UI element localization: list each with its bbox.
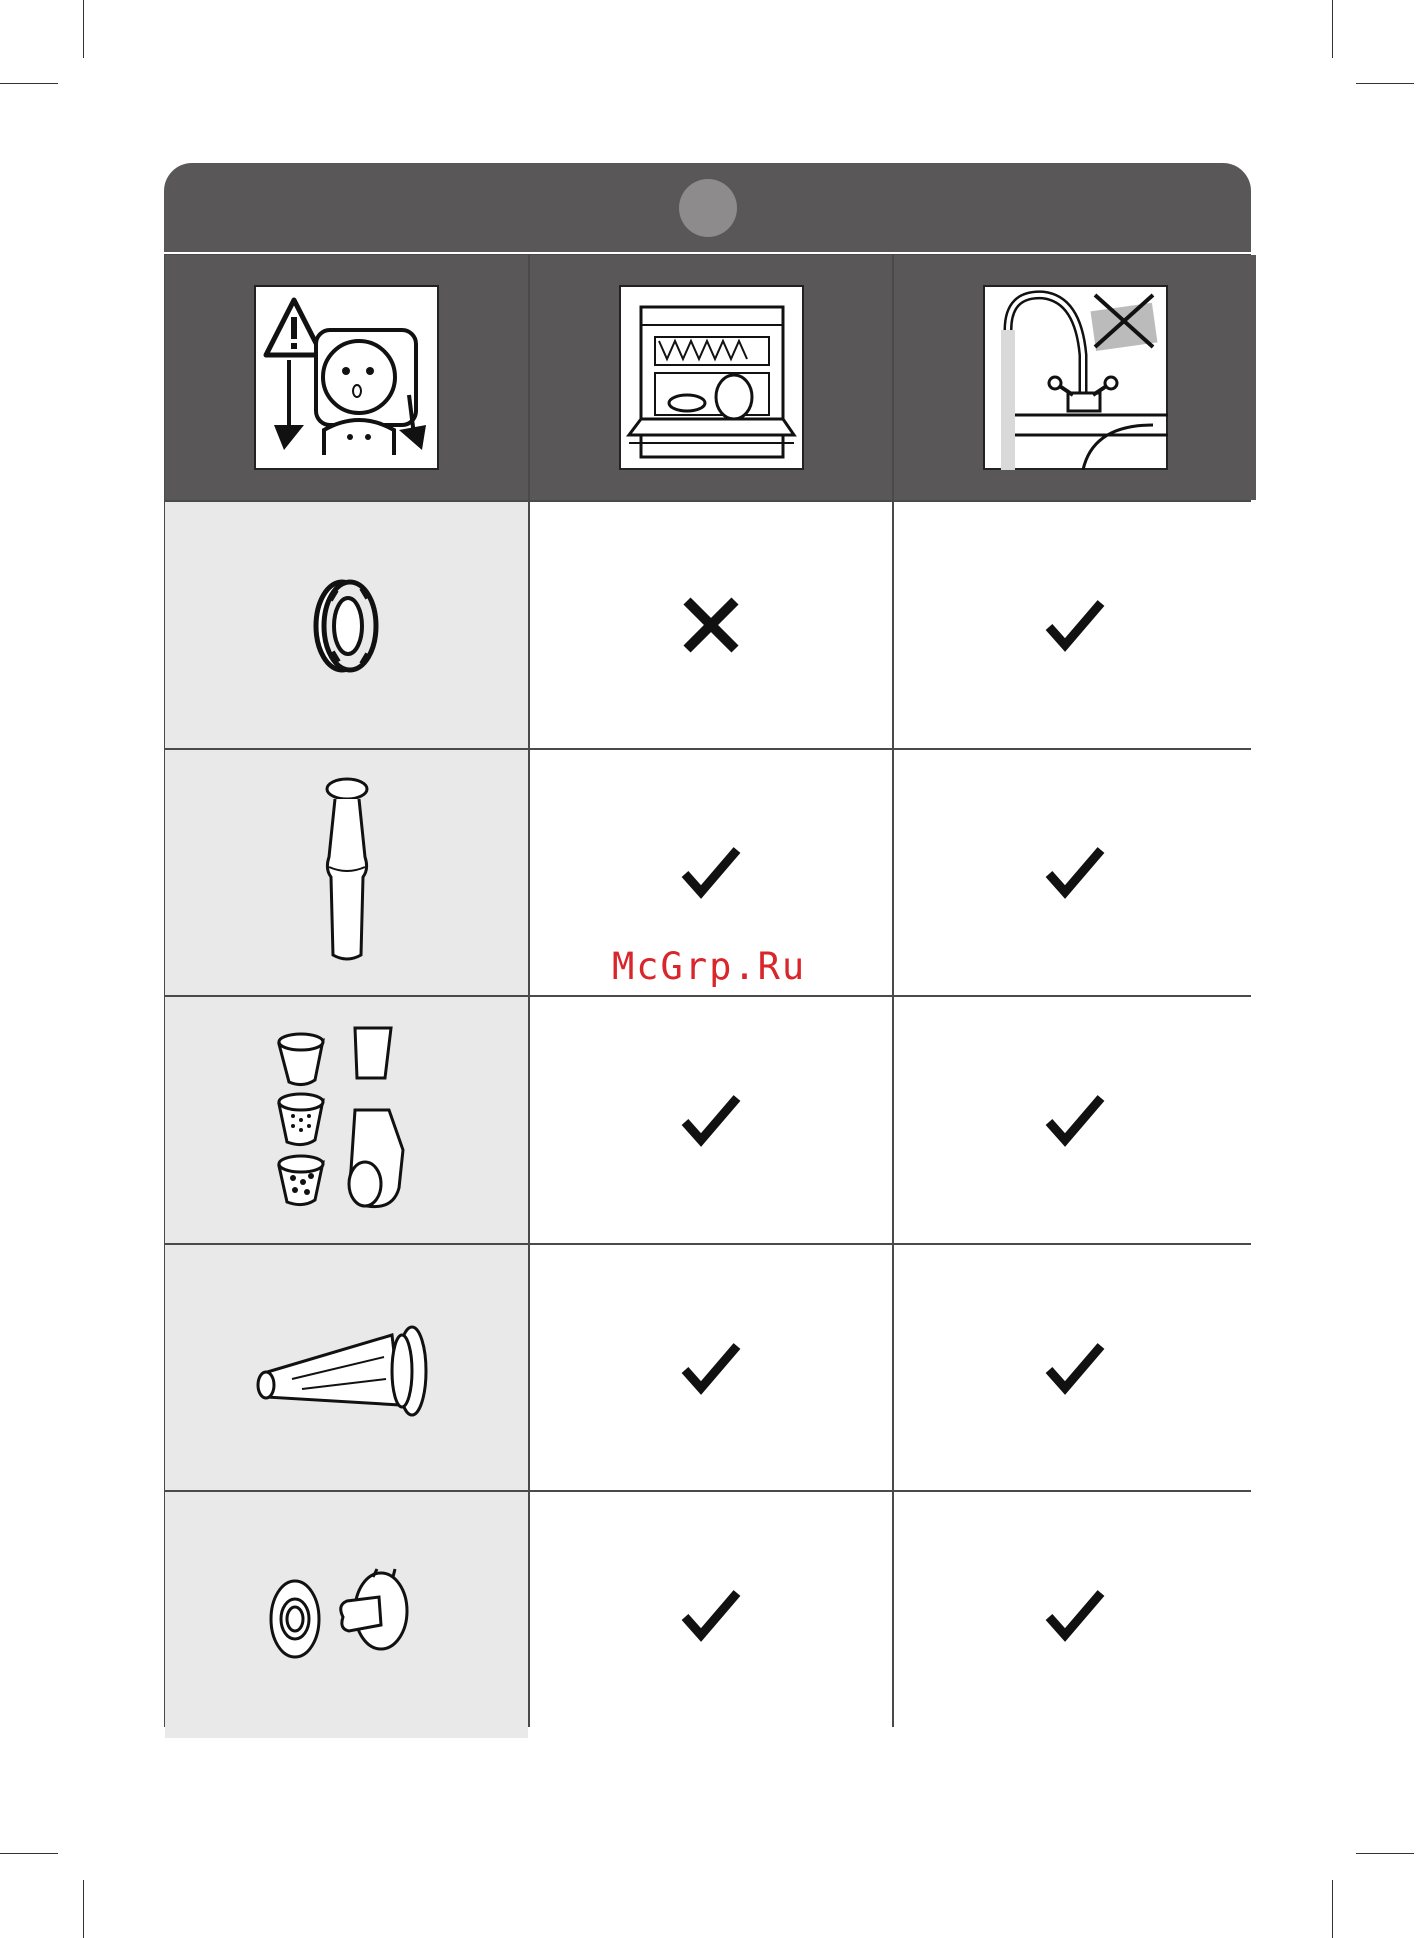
crop-mark [0, 83, 58, 84]
check-icon [1045, 1585, 1105, 1645]
column-header-hand-wash [894, 255, 1256, 500]
cleaning-table [164, 254, 1251, 1727]
table-header-band [164, 163, 1251, 252]
crop-mark [1332, 1880, 1333, 1938]
tap-water-icon [983, 285, 1168, 470]
slicer-cones-icon [267, 1020, 427, 1220]
unplug-before-cleaning-icon [254, 285, 439, 470]
check-icon [681, 1585, 741, 1645]
hand-wash-result-cell [894, 1492, 1256, 1738]
language-circle-badge [679, 179, 737, 237]
crop-mark [83, 0, 84, 58]
column-header-dishwasher [530, 255, 892, 500]
dishwasher-result-cell [530, 1245, 892, 1491]
check-icon [1045, 1090, 1105, 1150]
crop-mark [83, 1880, 84, 1938]
cross-icon [681, 595, 741, 655]
column-header-unplug [165, 255, 528, 500]
sausage-nozzle-icon [252, 1313, 442, 1423]
check-icon [1045, 1338, 1105, 1398]
hand-wash-result-cell [894, 997, 1256, 1243]
check-icon [1045, 842, 1105, 902]
food-pusher-icon [317, 777, 377, 967]
check-icon [681, 842, 741, 902]
crop-mark [1356, 83, 1414, 84]
crop-mark [0, 1853, 58, 1854]
part-cell [165, 1245, 528, 1491]
hand-wash-result-cell [894, 502, 1256, 748]
check-icon [1045, 595, 1105, 655]
dishwasher-icon [619, 285, 804, 470]
ring-nut-icon [292, 570, 402, 680]
part-cell [165, 750, 528, 996]
dishwasher-result-cell [530, 1492, 892, 1738]
kebbe-attachment-icon [267, 1565, 427, 1665]
crop-mark [1356, 1853, 1414, 1854]
hand-wash-result-cell [894, 750, 1256, 996]
dishwasher-result-cell [530, 502, 892, 748]
part-cell [165, 502, 528, 748]
part-cell [165, 997, 528, 1243]
part-cell [165, 1492, 528, 1738]
check-icon [681, 1338, 741, 1398]
watermark-text: McGrp.Ru [612, 945, 807, 988]
dishwasher-result-cell [530, 997, 892, 1243]
hand-wash-result-cell [894, 1245, 1256, 1491]
crop-mark [1332, 0, 1333, 58]
check-icon [681, 1090, 741, 1150]
